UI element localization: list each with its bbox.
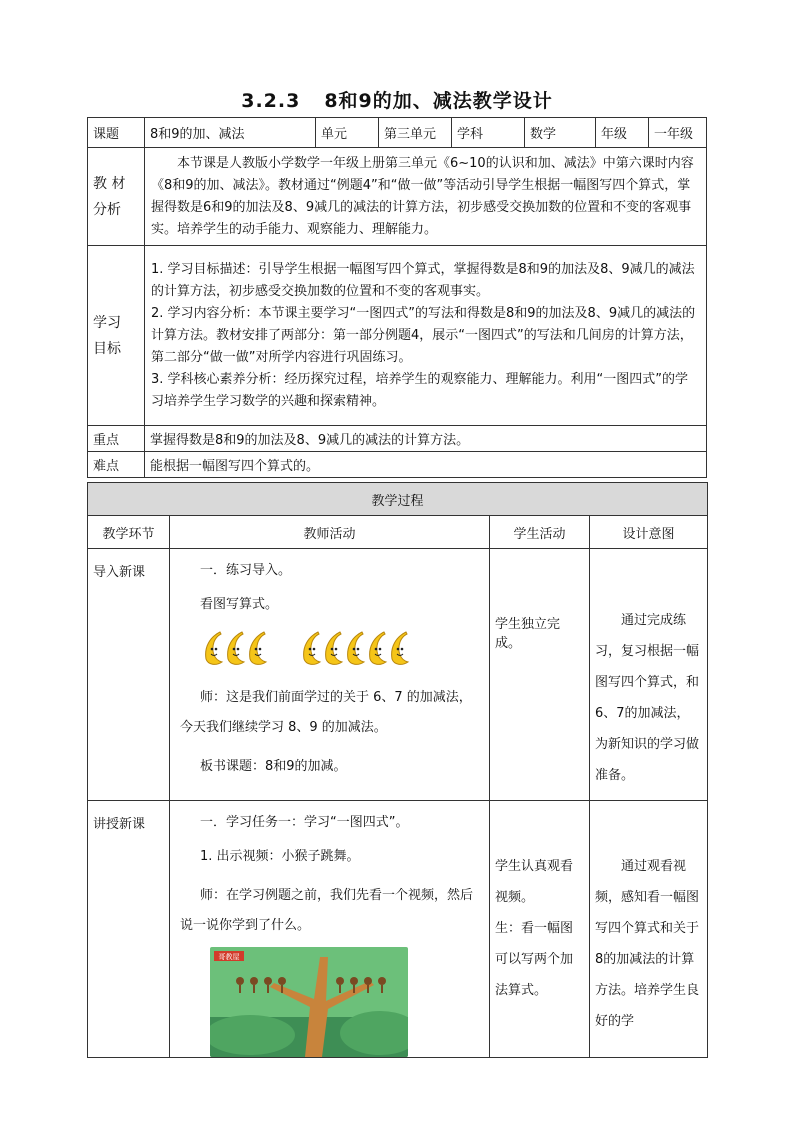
nian-ji-label: 年级 (596, 118, 649, 148)
teacher-line: 师：这是我们前面学过的关于 6、7 的加减法，今天我们继续学习 8、9 的加减法。 (180, 690, 472, 735)
teacher-line: 一．学习任务一：学习“一图四式”。 (200, 815, 409, 830)
xue-ke-label: 学科 (452, 118, 525, 148)
goal-item: 2. 学习内容分析：本节课主要学习“一图四式”的写法和得数是8和9的加法及8、9减几的减法的计算方法。教材安排了两部分：第一部分例题4，展示“一图四式”的写法和几间房的计算方法，第二部分“做一做”对所学内容进行巩固练习。 (151, 305, 696, 365)
banana-icon (386, 629, 414, 667)
page-title (0, 86, 794, 113)
goals-content (145, 246, 707, 426)
dan-yuan-label: 单元 (316, 118, 379, 148)
header-teacher: 教师活动 (170, 516, 490, 549)
teacher-line: 看图写算式。 (200, 597, 279, 612)
title-number: 3.2.3 (241, 90, 301, 112)
goal-item: 1. 学习目标描述：引导学生根据一幅图写四个算式，掌握得数是8和9的加法及8、9减几的减法的计算方法，初步感受交换加数的位置和不变的客观事实。 (151, 261, 695, 299)
ke-ti-label: 课题 (88, 118, 145, 148)
key-point-label: 重点 (88, 426, 145, 452)
teacher-line: 1. 出示视频：小猴子跳舞。 (200, 849, 360, 864)
stage-cell: 导入新课 (88, 549, 170, 801)
difficulty-text: 能根据一幅图写四个算式的。 (145, 452, 707, 478)
student-cell: 学生认真观看视频。 生：看一幅图可以写两个加法算式。 (490, 801, 590, 1058)
process-table (87, 482, 708, 1058)
video-logo: 哥教屋 (218, 953, 240, 961)
banana-group-left (200, 656, 266, 671)
header-stage: 教学环节 (88, 516, 170, 549)
process-band: 教学过程 (88, 483, 708, 516)
design-cell: 通过完成练习，复习根据一幅图写四个算式，和6、7的加减法，为新知识的学习做准备。 (590, 549, 708, 801)
banana-picture (200, 629, 481, 669)
goals-label: 学习 目标 (88, 246, 145, 426)
teacher-line: 一．练习导入。 (200, 563, 292, 578)
difficulty-label: 难点 (88, 452, 145, 478)
header-student: 学生活动 (490, 516, 590, 549)
title-text: 8和9的加、减法教学设计 (324, 90, 553, 112)
key-point-text: 掌握得数是8和9的加法及8、9减几的减法的计算方法。 (145, 426, 707, 452)
banana-icon (244, 629, 272, 667)
banana-group-right (298, 656, 408, 671)
design-cell: 通过观看视频，感知看一幅图写四个算式和关于8的加减法的计算方法。培养学生良好的学 (590, 801, 708, 1058)
dan-yuan-value: 第三单元 (379, 118, 452, 148)
teacher-line: 板书课题：8和9的加减。 (200, 759, 347, 774)
analysis-text: 本节课是人教版小学数学一年级上册第三单元《6~10的认识和加、减法》中第六课时内容《8和9的加、减法》。教材通过“例题4”和“做一做”等活动引导学生根据一幅图写四个算式，掌握得数是6和9的加法及8、9减几的减法的计算方法，初步感受交换加数的位置和不变的客观事实。培养学生的动手能力、观察能力、理解能力。 (145, 148, 707, 246)
analysis-label: 教 材 分析 (88, 148, 145, 246)
student-cell: 学生独立完成。 (490, 549, 590, 801)
goal-item: 3. 学科核心素养分析：经历探究过程，培养学生的观察能力、理解能力。利用“一图四式”的学习培养学生学习数学的兴趣和探索精神。 (151, 371, 689, 409)
teacher-cell (170, 801, 490, 1058)
teacher-cell (170, 549, 490, 801)
header-design: 设计意图 (590, 516, 708, 549)
info-table (87, 117, 707, 478)
teacher-line: 师：在学习例题之前，我们先看一个视频，然后说一说你学到了什么。 (180, 888, 474, 933)
xue-ke-value: 数学 (525, 118, 596, 148)
ke-ti-value: 8和9的加、减法 (145, 118, 316, 148)
nian-ji-value: 一年级 (649, 118, 707, 148)
video-screenshot-image (210, 947, 408, 1057)
stage-cell: 讲授新课 (88, 801, 170, 1058)
